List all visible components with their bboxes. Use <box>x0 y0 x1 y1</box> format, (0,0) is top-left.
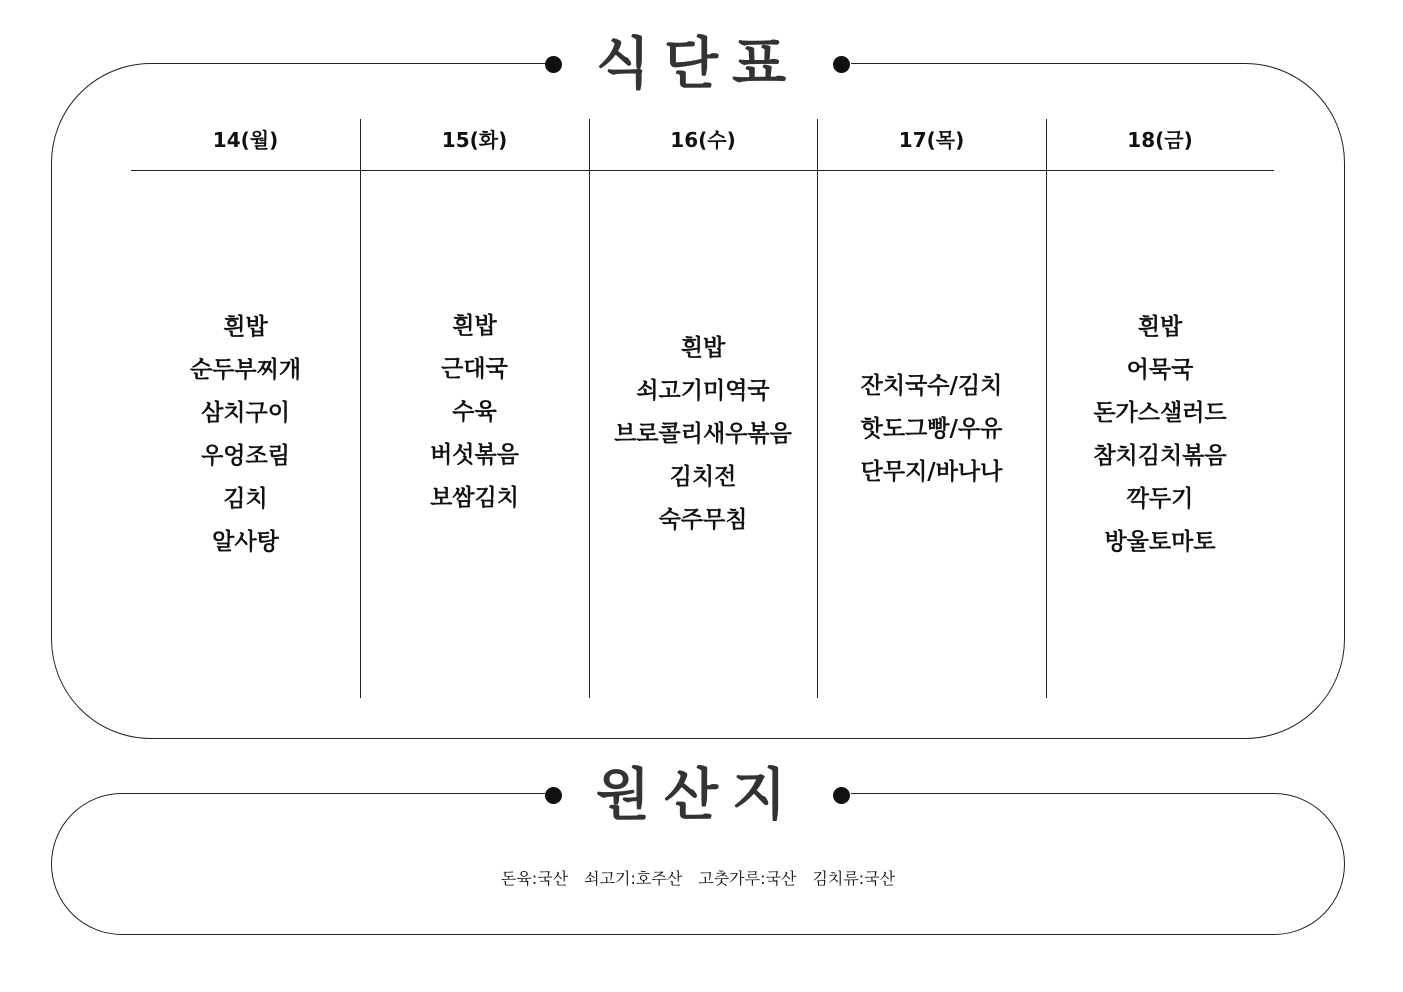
menu-item: 보쌈김치 <box>430 485 519 511</box>
origin-entry: 쇠고기:호주산 <box>584 869 683 888</box>
menu-item: 근대국 <box>441 356 508 382</box>
menu-item: 흰밥 <box>1137 313 1183 340</box>
menu-item: 참치김치볶음 <box>1093 442 1227 469</box>
menu-item: 방울토마토 <box>1104 528 1216 555</box>
day-header-wed: 16(수) <box>670 128 736 152</box>
day-header-fri: 18(금) <box>1127 128 1193 152</box>
menu-title-group <box>545 30 851 100</box>
menu-item: 흰밥 <box>452 313 497 339</box>
origin-title: 원산지 <box>595 763 801 828</box>
menu-item: 쇠고기미역국 <box>636 378 770 404</box>
day-header-mon: 14(월) <box>212 128 279 152</box>
day-column-fri <box>1046 171 1274 698</box>
origin-entry: 돈육:국산 <box>500 869 569 888</box>
menu-item: 순두부찌개 <box>189 356 302 383</box>
title-left-dot <box>545 787 562 804</box>
origin-list <box>51 866 1345 889</box>
menu-item: 돈가스샐러드 <box>1093 399 1227 426</box>
menu-item: 우엉조림 <box>201 442 290 469</box>
menu-item: 흰밥 <box>680 335 726 361</box>
menu-item: 김치전 <box>669 464 737 490</box>
menu-item: 핫도그빵/우유 <box>860 416 1003 442</box>
day-column-mon <box>131 171 360 698</box>
title-right-dot <box>833 56 850 73</box>
menu-item: 단무지/바나나 <box>860 459 1003 485</box>
menu-item: 삼치구이 <box>201 399 290 426</box>
origin-entry: 김치류:국산 <box>812 869 896 888</box>
day-header-tue: 15(화) <box>441 128 508 152</box>
origin-title-group <box>545 761 851 831</box>
day-header-thu: 17(목) <box>898 128 965 152</box>
menu-title: 식단표 <box>595 32 801 97</box>
title-right-dot <box>833 787 850 804</box>
menu-item: 깍두기 <box>1126 485 1194 512</box>
origin-entry: 고춧가루:국산 <box>698 869 797 888</box>
menu-item: 알사탕 <box>212 528 279 555</box>
menu-item: 어묵국 <box>1126 356 1194 383</box>
day-column-wed <box>589 171 817 698</box>
day-column-thu <box>817 171 1046 698</box>
menu-item: 잔치국수/김치 <box>860 373 1003 399</box>
menu-item: 버섯볶음 <box>430 442 519 468</box>
menu-item: 수육 <box>452 399 497 425</box>
menu-item: 숙주무침 <box>658 507 748 533</box>
menu-item: 흰밥 <box>223 313 268 340</box>
title-left-dot <box>545 56 562 73</box>
menu-item: 김치 <box>223 485 268 512</box>
day-column-tue <box>360 171 589 698</box>
menu-item: 브로콜리새우볶음 <box>614 421 792 447</box>
